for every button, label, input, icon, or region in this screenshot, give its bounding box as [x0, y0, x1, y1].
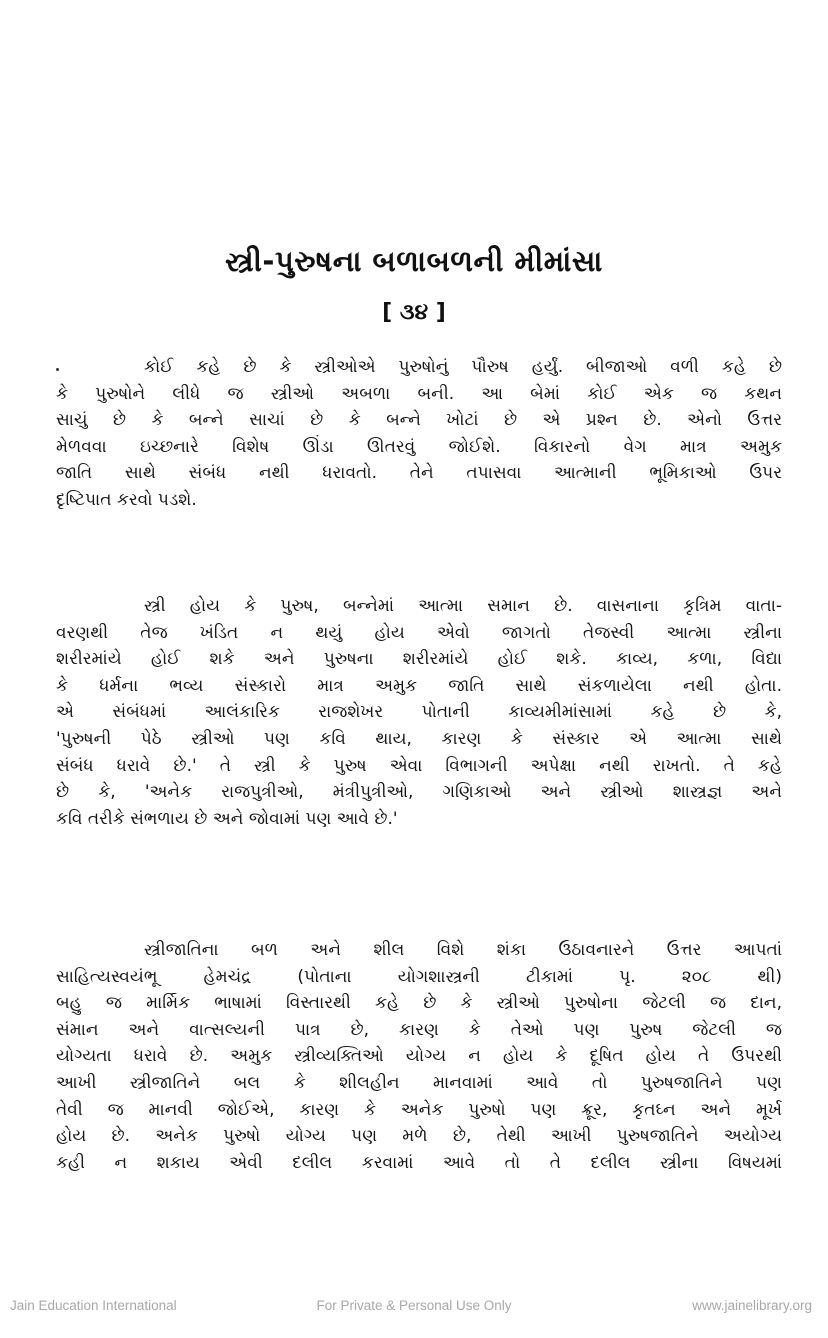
text-line: એ સંબંધમાં આલંકારિક રાજશેખર પોતાની કાવ્યમીમાંસામાં કહે છે કે,	[56, 702, 782, 723]
text-line: જાતિ સાથે સંબંધ નથી ધરાવતો. તેને તપાસવા આત્માની ભૂમિકાઓ ઉપર	[56, 463, 782, 484]
text-line: કે ધર્મના ભવ્ય સંસ્કારો માત્ર અમુક જાતિ સાથે સંકળાયેલા નથી હોતા.	[56, 675, 782, 696]
text-line: શરીરમાંયે હોઈ શકે અને પુરુષના શરીરમાંયે હોઈ શકે. કાવ્ય, કળા, વિદ્યા	[56, 649, 782, 670]
paragraph-3	[56, 937, 782, 1176]
text-line: કે પુરુષોને લીધે જ સ્ત્રીઓ અબળા બની. આ બેમાં કોઈ એક જ કથન	[56, 383, 782, 404]
footer-publisher: Jain Education International	[10, 1298, 177, 1313]
text-line: આખી સ્ત્રીજાતિને બલ કે શીલહીન માનવામાં આવે તો પુરુષજાતિને પણ	[56, 1072, 782, 1093]
text-line: કવિ તરીકે સંભળાય છે અને જોવામાં પણ આવે છે.'	[56, 808, 398, 829]
text-line: બહુ જ માર્મિક ભાષામાં વિસ્તારથી કહે છે કે સ્ત્રીઓ પુરુષોના જેટલી જ દાન,	[56, 993, 782, 1014]
text-line: સંમાન અને વાત્સલ્યની પાત્ર છે, કારણ કે તેઓ પણ પુરુષ જેટલી જ	[56, 1019, 782, 1040]
text-line: સાચું છે કે બન્ને સાચાં છે કે બન્ને ખોટાં છે એ પ્રશ્ન છે. એનો ઉત્તર	[56, 410, 782, 431]
footer-usage-notice: For Private & Personal Use Only	[316, 1298, 512, 1313]
text-line: મેળવવા ઇચ્છનારે વિશેષ ઊંડા ઊતરવું જોઈશે. વિકારનો વેગ માત્ર અમુક	[56, 436, 782, 457]
paragraph-1	[56, 354, 782, 514]
text-line: સ્ત્રી હોય કે પુરુષ, બન્નેમાં આત્મા સમાન છે. વાસનાના કૃત્રિમ વાતા-	[144, 596, 782, 616]
footer-watermark	[0, 1298, 828, 1318]
text-line: વરણથી તેજ ખંડિત ન થયું હોય એવો જાગતો તેજસ્વી આત્મા સ્ત્રીના	[56, 622, 782, 643]
text-line: સ્ત્રીજાતિના બળ અને શીલ વિશે શંકા ઉઠાવનારને ઉત્તર આપતાં	[144, 940, 782, 960]
text-line: તેવી જ માનવી જોઈએ, કારણ કે અનેક પુરુષો પણ ક્રૂર, કૃતઘ્ન અને મૂર્ખ	[56, 1099, 782, 1120]
text-line: છે કે, 'અનેક રાજપુત્રીઓ, મંત્રીપુત્રીઓ, ગણિકાઓ અને સ્ત્રીઓ શાસ્ત્રજ્ઞ અને	[56, 782, 782, 803]
text-line: સંબંધ ધરાવે છે.' તે સ્ત્રી કે પુરુષ એવા વિભાગની અપેક્ષા નથી રાખતો. તે કહે	[56, 755, 782, 776]
text-line: સાહિત્યસ્વયંભૂ હેમચંદ્ર (પોતાના યોગશાસ્ત્રની ટીકામાં પૃ. ૨૦૮ થી)	[56, 966, 782, 987]
text-line: યોગ્યતા ધરાવે છે. અમુક સ્ત્રીવ્યક્તિઓ યોગ્ય ન હોય કે દૂષિત હોય તે ઉપરથી	[56, 1046, 782, 1067]
text-line: કહી ન શકાય એવી દલીલ કરવામાં આવે તો તે દલીલ સ્ત્રીના વિષયમાં	[56, 1152, 782, 1173]
text-line: 'પુરુષની પેઠે સ્ત્રીઓ પણ કવિ થાય, કારણ કે સંસ્કાર એ આત્મા સાથે	[56, 728, 782, 749]
page-title: સ્ત્રી-પુરુષના બળાબળની મીમાંસા	[225, 244, 603, 278]
text-line: હોય છે. અનેક પુરુષો યોગ્ય પણ મળે છે, તેથી આખી પુરુષજાતિને અયોગ્ય	[56, 1126, 782, 1147]
paragraph-2	[56, 593, 782, 832]
footer-website-link[interactable]: www.jainelibrary.org	[692, 1298, 812, 1313]
text-line: કોઈ કહે છે કે સ્ત્રીઓએ પુરુષોનું પૌરુષ હર્યું. બીજાઓ વળી કહે છે	[144, 357, 782, 377]
text-line: દૃષ્ટિપાત કરવો પડશે.	[56, 489, 197, 510]
chapter-number: [ ૩૪ ]	[382, 300, 446, 325]
